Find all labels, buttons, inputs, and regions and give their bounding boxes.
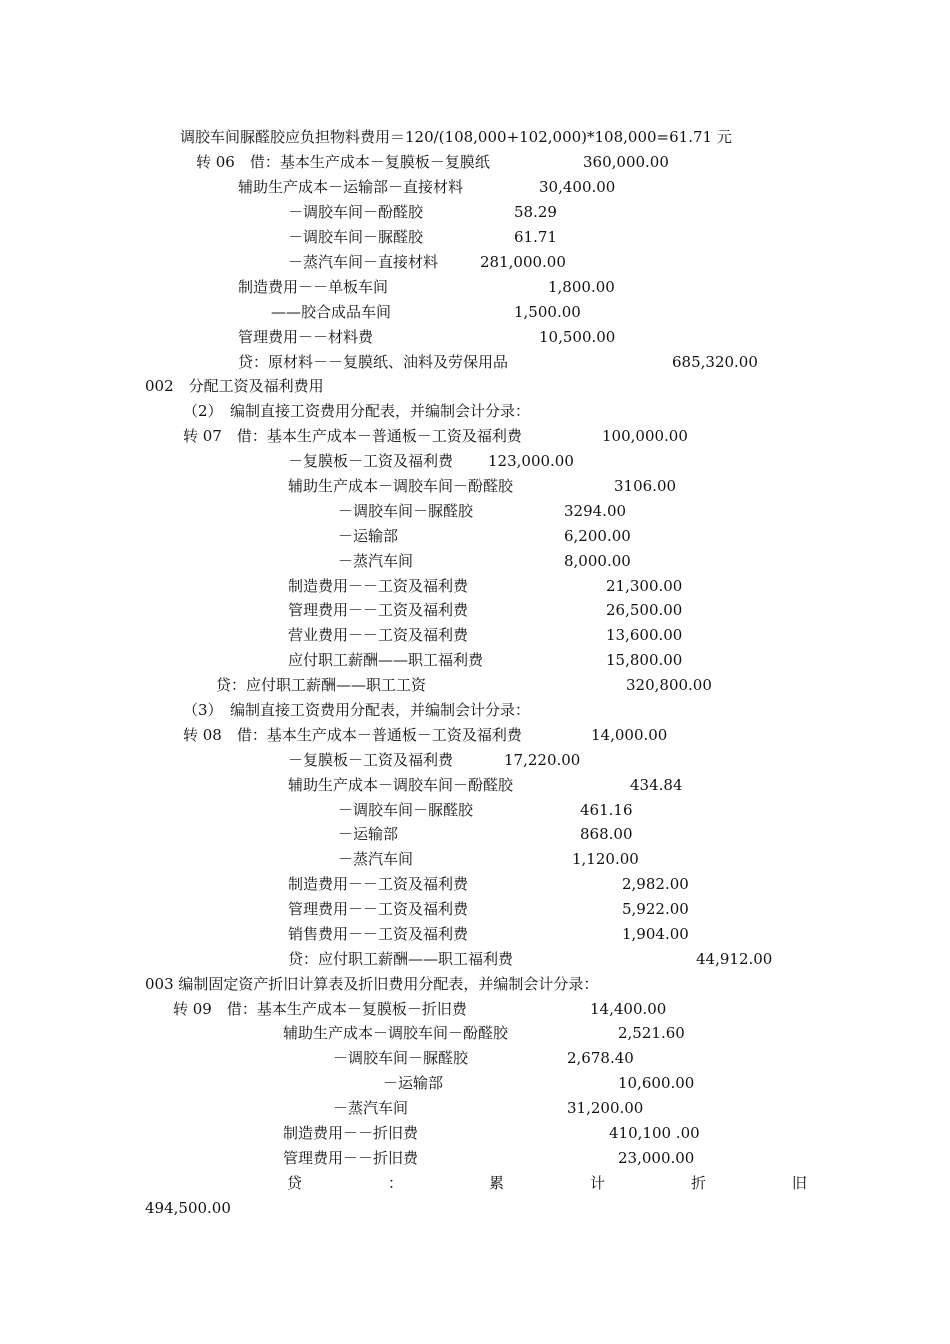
amount: 2,982.00: [622, 875, 689, 893]
text-line: －调胶车间－酚醛胶: [288, 203, 424, 221]
text-line: －蒸汽车间: [338, 552, 414, 570]
amount: 10,600.00: [618, 1074, 695, 1092]
text-line: －运输部: [338, 527, 399, 545]
amount: 100,000.00: [602, 427, 688, 445]
entry-07-debit: 转 07 借：基本生产成本－普通板－工资及福利费: [183, 427, 522, 445]
text-line: ——胶合成品车间: [271, 303, 392, 321]
amount: 44,912.00: [696, 950, 773, 968]
text-line: －运输部: [338, 825, 399, 843]
text-line: －蒸汽车间: [333, 1099, 409, 1117]
text-line: 制造费用－－工资及福利费: [288, 577, 469, 595]
amount: 685,320.00: [672, 353, 758, 371]
amount: 10,500.00: [539, 328, 616, 346]
amount: 23,000.00: [618, 1149, 695, 1167]
amount: 21,300.00: [606, 577, 683, 595]
amount: 281,000.00: [480, 253, 566, 271]
amount: 31,200.00: [567, 1099, 644, 1117]
text-line: 制造费用－－单板车间: [238, 278, 389, 296]
entry-08-debit: 转 08 借：基本生产成本－普通板－工资及福利费: [183, 726, 522, 744]
text-line: 管理费用－－工资及福利费: [288, 900, 469, 918]
amount: 461.16: [580, 801, 633, 819]
credit-line-justified: [287, 1173, 807, 1193]
amount: 1,904.00: [622, 925, 689, 943]
amount: 434.84: [630, 776, 683, 794]
amount: 8,000.00: [564, 552, 631, 570]
amount: 2,521.60: [618, 1024, 685, 1042]
text-line: 辅助生产成本－调胶车间－酚醛胶: [283, 1024, 509, 1042]
char: ：: [387, 1174, 403, 1192]
amount: 2,678.40: [567, 1049, 634, 1067]
amount: 320,800.00: [626, 676, 712, 694]
subsection-heading: （2） 编制直接工资费用分配表，并编制会计分录：: [183, 402, 531, 420]
amount: 868.00: [580, 825, 633, 843]
amount: 26,500.00: [606, 601, 683, 619]
credit-line: 贷：原材料－－复膜纸、油料及劳保用品: [238, 353, 509, 371]
text-line: 辅助生产成本－调胶车间－酚醛胶: [288, 477, 514, 495]
amount: 410,100 .00: [609, 1124, 700, 1142]
amount: 58.29: [514, 203, 557, 221]
text-line: －调胶车间－脲醛胶: [333, 1049, 469, 1067]
amount: 1,120.00: [572, 850, 639, 868]
amount: 14,000.00: [591, 726, 668, 744]
amount: 360,000.00: [583, 153, 669, 171]
text-line: －复膜板－工资及福利费: [288, 452, 454, 470]
text-line: 管理费用－－折旧费: [283, 1149, 419, 1167]
char: 折: [690, 1174, 706, 1192]
char: 贷: [287, 1174, 303, 1192]
amount: 3106.00: [614, 477, 677, 495]
amount: 123,000.00: [488, 452, 574, 470]
text-line: 辅助生产成本－调胶车间－酚醛胶: [288, 776, 514, 794]
text-line: －运输部: [383, 1074, 444, 1092]
section-heading: 002 分配工资及福利费用: [145, 377, 324, 395]
text-line: －蒸汽车间－直接材料: [288, 253, 439, 271]
text-line: 制造费用－－工资及福利费: [288, 875, 469, 893]
char: 旧: [791, 1174, 807, 1192]
text-line: －调胶车间－脲醛胶: [338, 801, 474, 819]
amount: 61.71: [514, 228, 557, 246]
text-line: 制造费用－－折旧费: [283, 1124, 419, 1142]
section-heading: 003 编制固定资产折旧计算表及折旧费用分配表，并编制会计分录：: [145, 975, 599, 993]
credit-line: 贷：应付职工薪酬——职工工资: [216, 676, 427, 694]
text-line: 辅助生产成本－运输部－直接材料: [238, 178, 464, 196]
amount: 1,500.00: [514, 303, 581, 321]
subsection-heading: （3） 编制直接工资费用分配表，并编制会计分录：: [183, 701, 531, 719]
text-line: 应付职工薪酬——职工福利费: [288, 651, 484, 669]
amount: 15,800.00: [606, 651, 683, 669]
amount: 3294.00: [564, 502, 627, 520]
amount: 30,400.00: [539, 178, 616, 196]
text-line: －蒸汽车间: [338, 850, 414, 868]
text-line: 销售费用－－工资及福利费: [288, 925, 469, 943]
text-line: －调胶车间－脲醛胶: [338, 502, 474, 520]
text-line: 调胶车间脲醛胶应负担物料费用＝120/(108,000+102,000)*108,000=61.71 元: [180, 128, 732, 146]
amount: 5,922.00: [622, 900, 689, 918]
char: 计: [589, 1174, 605, 1192]
credit-line: 贷：应付职工薪酬——职工福利费: [288, 950, 514, 968]
text-line: 管理费用－－工资及福利费: [288, 601, 469, 619]
entry-09-debit: 转 09 借：基本生产成本－复膜板－折旧费: [173, 1000, 467, 1018]
text-line: －调胶车间－脲醛胶: [288, 228, 424, 246]
char: 累: [488, 1174, 504, 1192]
text-line: －复膜板－工资及福利费: [288, 751, 454, 769]
amount: 17,220.00: [504, 751, 581, 769]
entry-06-debit: 转 06 借：基本生产成本－复膜板－复膜纸: [196, 153, 490, 171]
amount: 1,800.00: [548, 278, 615, 296]
amount: 6,200.00: [564, 527, 631, 545]
credit-amount: 494,500.00: [145, 1199, 231, 1217]
text-line: 营业费用－－工资及福利费: [288, 626, 469, 644]
amount: 13,600.00: [606, 626, 683, 644]
amount: 14,400.00: [590, 1000, 667, 1018]
text-line: 管理费用－－材料费: [238, 328, 374, 346]
